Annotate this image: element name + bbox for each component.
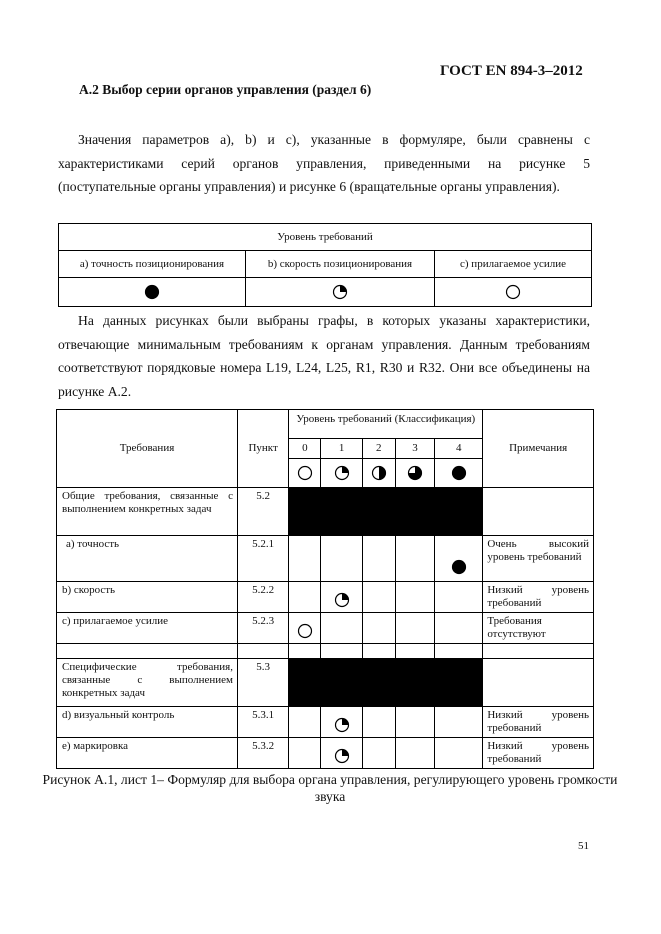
requirements-level-table <box>58 223 592 307</box>
level-cell <box>362 707 395 738</box>
figure-caption: Рисунок А.1, лист 1– Формуляр для выбора органа управления, регулирующего уровень громкости звука <box>42 772 618 804</box>
level-0-label: 0 <box>289 439 321 459</box>
empty-circle-icon <box>505 284 521 300</box>
level-header: Уровень требований (Классификация) <box>289 410 483 439</box>
half-circle-icon <box>371 465 387 481</box>
selection-paragraph-text: На данных рисунках были выбраны графы, в которых указаны характеристики, отвечающие минимальным требованиям к органам управления. Данным требованиям соответствуют порядковые номера L19, L24, L25, R1, R30 и R32. Они все объединены на рисунке А.2. <box>58 313 590 399</box>
note-cell: Низкий уровень требований <box>483 582 594 613</box>
intro-paragraph-text: Значения параметров а), b) и с), указанные в формуляре, были сравнены с характеристиками серий органов управления, приведенными на рисунке 5 (поступательные органы управления) и рисунке 6 (вращательные органы управления). <box>58 132 590 194</box>
level-cell <box>435 582 483 613</box>
point-cell: 5.2 <box>238 488 289 536</box>
table-row <box>57 613 594 644</box>
level-cell <box>321 536 362 582</box>
shaded-cell <box>435 659 483 707</box>
level-cell <box>395 582 434 613</box>
level-cell <box>435 738 483 769</box>
standard-header: ГОСТ EN 894-3–2012 <box>440 63 583 79</box>
level-cell <box>289 644 321 659</box>
level-cell <box>435 707 483 738</box>
shaded-cell <box>289 659 321 707</box>
table-row <box>57 536 594 582</box>
column-force: с) прилагаемое усилие <box>435 251 592 278</box>
quarter-circle-icon <box>334 465 350 481</box>
note-cell: Низкий уровень требований <box>483 707 594 738</box>
level-cell <box>435 613 483 644</box>
speed-symbol <box>246 278 435 307</box>
three-quarter-circle-icon <box>407 465 423 481</box>
table-row <box>57 644 594 659</box>
level-cell <box>289 582 321 613</box>
requirement-cell: а) точность <box>57 536 238 582</box>
shaded-cell <box>321 488 362 536</box>
level-cell <box>395 644 434 659</box>
level-cell <box>321 613 362 644</box>
shaded-cell <box>435 488 483 536</box>
level-cell <box>395 707 434 738</box>
level-cell <box>289 536 321 582</box>
level-cell <box>289 707 321 738</box>
quarter-circle-icon <box>334 592 350 608</box>
point-cell: 5.3.2 <box>238 738 289 769</box>
point-cell: 5.3 <box>238 659 289 707</box>
accuracy-symbol <box>59 278 246 307</box>
level-3-label: 3 <box>395 439 434 459</box>
requirement-cell: Специфические требования, связанные с выполнением конкретных задач <box>57 659 238 707</box>
selection-form-table <box>56 409 594 769</box>
level-cell <box>435 644 483 659</box>
table-row <box>57 659 594 707</box>
requirements-header: Требования <box>57 410 238 488</box>
requirement-cell: b) скорость <box>57 582 238 613</box>
column-speed: b) скорость позиционирования <box>246 251 435 278</box>
note-cell <box>483 644 594 659</box>
level-2-symbol <box>362 459 395 488</box>
table-row <box>57 582 594 613</box>
note-cell: Низкий уровень требований <box>483 738 594 769</box>
level-cell <box>362 536 395 582</box>
quarter-circle-icon <box>334 717 350 733</box>
point-cell: 5.2.2 <box>238 582 289 613</box>
requirement-cell: е) маркировка <box>57 738 238 769</box>
column-accuracy: а) точность позиционирования <box>59 251 246 278</box>
table-row <box>57 738 594 769</box>
level-cell <box>321 738 362 769</box>
requirements-level-title: Уровень требований <box>59 224 592 251</box>
selection-paragraph <box>58 309 590 403</box>
level-cell <box>362 738 395 769</box>
level-cell <box>395 613 434 644</box>
level-cell <box>435 536 483 582</box>
point-cell: 5.2.3 <box>238 613 289 644</box>
level-4-label: 4 <box>435 439 483 459</box>
level-cell <box>321 707 362 738</box>
quarter-circle-icon <box>334 748 350 764</box>
force-symbol <box>435 278 592 307</box>
level-cell <box>321 644 362 659</box>
shaded-cell <box>289 488 321 536</box>
level-4-symbol <box>435 459 483 488</box>
point-cell <box>238 644 289 659</box>
shaded-cell <box>362 488 395 536</box>
level-cell <box>395 738 434 769</box>
note-cell: Требования отсутствуют <box>483 613 594 644</box>
point-header: Пункт <box>238 410 289 488</box>
level-2-label: 2 <box>362 439 395 459</box>
full-circle-icon <box>451 559 467 575</box>
level-0-symbol <box>289 459 321 488</box>
shaded-cell <box>395 488 434 536</box>
full-circle-icon <box>451 465 467 481</box>
intro-paragraph <box>58 128 590 199</box>
shaded-cell <box>395 659 434 707</box>
note-cell: Очень высокий уровень требований <box>483 536 594 582</box>
page-number: 51 <box>578 840 589 852</box>
shaded-cell <box>362 659 395 707</box>
level-cell <box>321 582 362 613</box>
level-cell <box>289 613 321 644</box>
requirement-cell <box>57 644 238 659</box>
level-1-label: 1 <box>321 439 362 459</box>
level-cell <box>362 644 395 659</box>
point-cell: 5.3.1 <box>238 707 289 738</box>
note-cell <box>483 659 594 707</box>
level-3-symbol <box>395 459 434 488</box>
notes-header: Примечания <box>483 410 594 488</box>
full-circle-icon <box>144 284 160 300</box>
empty-circle-icon <box>297 465 313 481</box>
level-cell <box>395 536 434 582</box>
empty-circle-icon <box>297 623 313 639</box>
level-cell <box>362 582 395 613</box>
quarter-circle-icon <box>332 284 348 300</box>
table-row <box>57 488 594 536</box>
section-heading: А.2 Выбор серии органов управления (раздел 6) <box>79 82 372 97</box>
level-1-symbol <box>321 459 362 488</box>
point-cell: 5.2.1 <box>238 536 289 582</box>
level-cell <box>289 738 321 769</box>
requirement-cell: с) прилагаемое усилие <box>57 613 238 644</box>
shaded-cell <box>321 659 362 707</box>
level-cell <box>362 613 395 644</box>
requirement-cell: d) визуальный контроль <box>57 707 238 738</box>
requirement-cell: Общие требования, связанные с выполнением конкретных задач <box>57 488 238 536</box>
note-cell <box>483 488 594 536</box>
table-row <box>57 707 594 738</box>
